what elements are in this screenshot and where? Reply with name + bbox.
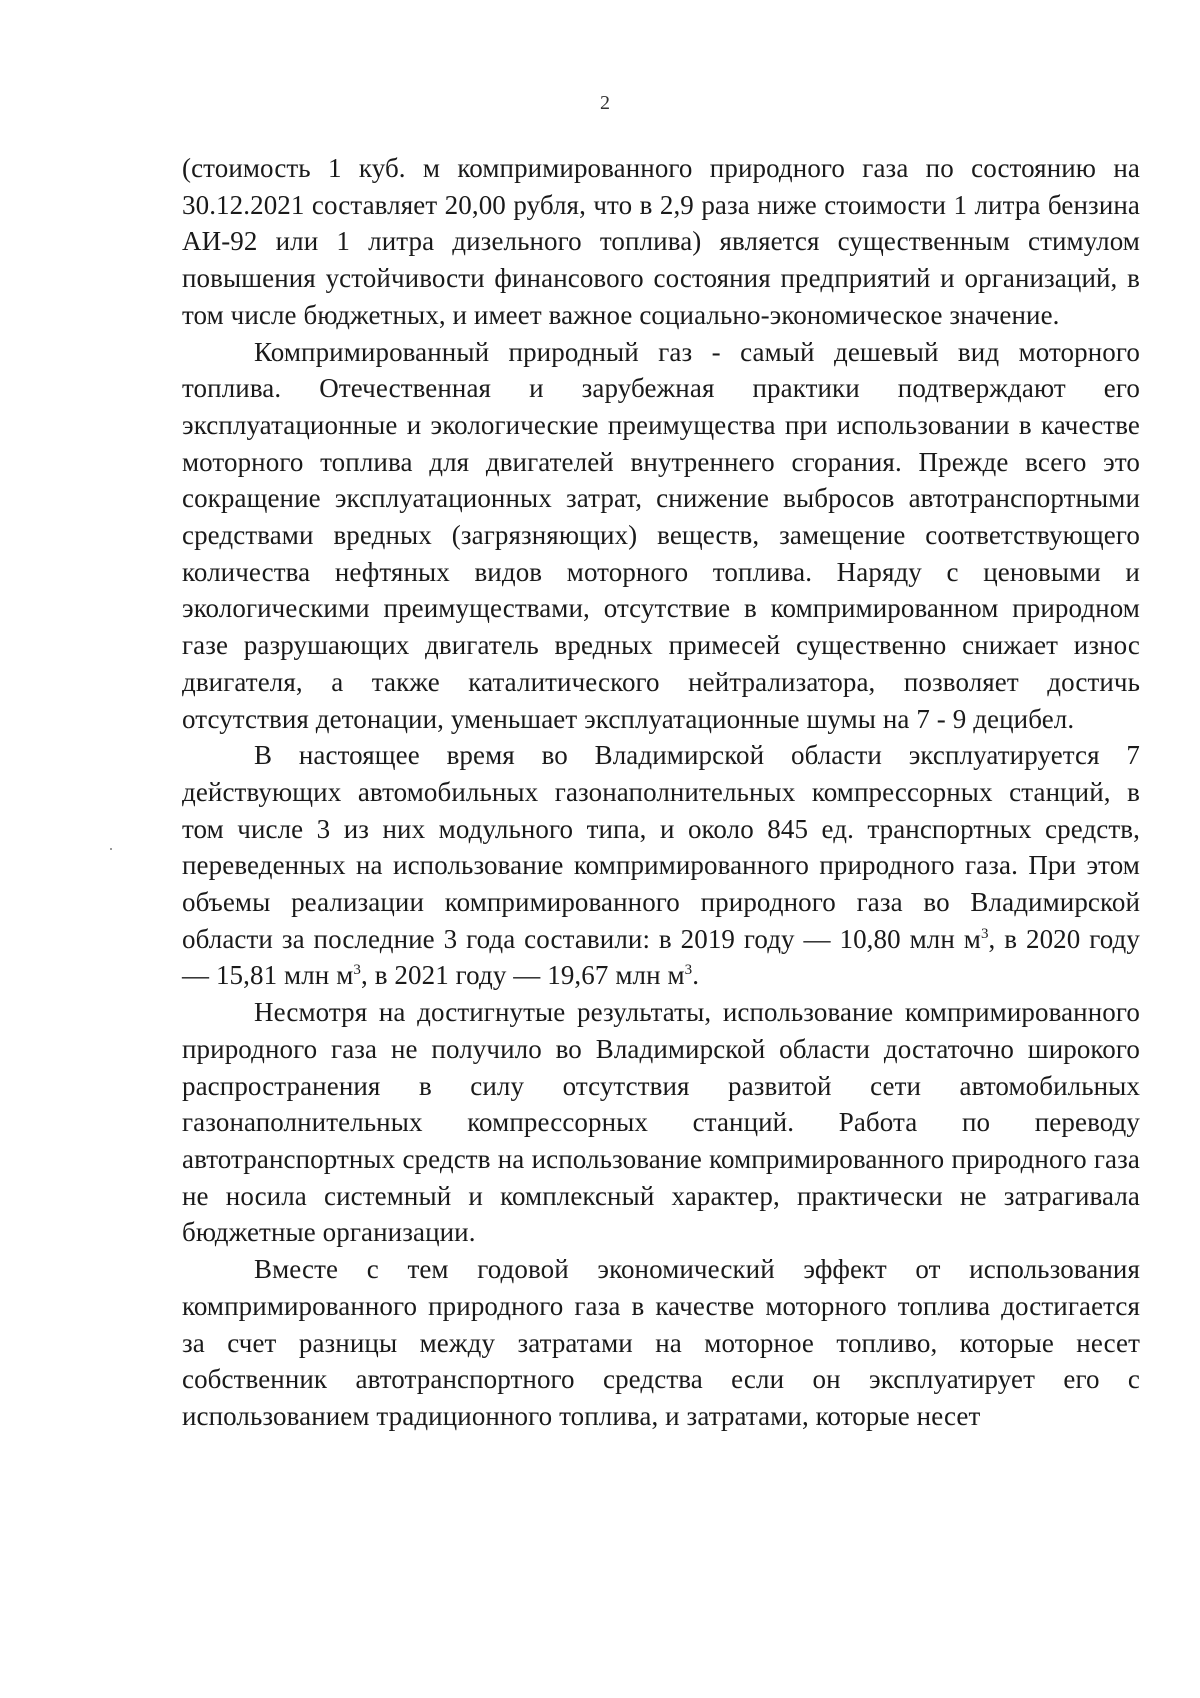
document-body [182,150,1140,1435]
paragraph-3-end: . [692,960,700,991]
paragraph-3 [182,737,1140,994]
page-number: 2 [600,92,610,114]
paragraph-4: Несмотря на достигнутые результаты, использование компримированного природного газа не получило во Владимирской области достаточно широкого распространения в силу отсутствия развитой сети автомобильных газонаполнительных компрессорных станций. Работа по переводу автотранспортных средств на использование компримированного природного газа не носила системный и комплексный характер, практически не затрагивала бюджетные организации. [182,997,1140,1248]
superscript-cubic-2: 3 [353,962,362,979]
superscript-cubic-1: 3 [980,925,989,942]
paragraph-2: Компримированный природный газ - самый дешевый вид моторного топлива. Отечественная и зарубежная практики подтверждают его эксплуатационные и экологические преимущества при использовании в качестве моторного топлива для двигателей внутреннего сгорания. Прежде всего это сокращение эксплуатационных затрат, снижение выбросов автотранспортными средствами вредных (загрязняющих) веществ, замещение соответствующего количества нефтяных видов моторного топлива. Наряду с ценовыми и экологическими преимуществами, отсутствие в компримированном природном газе разрушающих двигатель вредных примесей существенно снижает износ двигателя, а также каталитического нейтрализатора, позволяет достичь отсутствия детонации, уменьшает эксплуатационные шумы на 7 - 9 децибел. [182,336,1140,734]
paragraph-5: Вместе с тем годовой экономический эффект от использования компримированного природного газа в качестве моторного топлива достигается за счет разницы между затратами на моторное топливо, которые несет собственник автотранспортного средства если он эксплуатирует его с использованием традиционного топлива, и затратами, которые несет [182,1254,1140,1431]
superscript-cubic-3: 3 [684,962,693,979]
paragraph-1: (стоимость 1 куб. м компримированного природного газа по состоянию на 30.12.2021 составляет 20,00 рубля, что в 2,9 раза ниже стоимости 1 литра бензина АИ-92 или 1 литра дизельного топлива) является существенным стимулом повышения устойчивости финансового состояния предприятий и организаций, в том числе бюджетных, и имеет важное социально-экономическое значение. [182,153,1140,330]
margin-mark [110,848,112,850]
paragraph-3-main: В настоящее время во Владимирской области эксплуатируется 7 действующих автомобильных газонаполнительных компрессорных станций, в том числе 3 из них модульного типа, и около 845 ед. транспортных средств, переведенных на использование компримированного природного газа. При этом объемы реализации компримированного природного газа во Владимирской области за последние 3 года составили: в 2019 году — 10,80 млн м [182,740,1140,954]
paragraph-3-mid1: , в 2020 году — 15,81 млн м [182,923,1140,991]
paragraph-3-mid2: , в 2021 году — 19,67 млн м [361,960,685,991]
